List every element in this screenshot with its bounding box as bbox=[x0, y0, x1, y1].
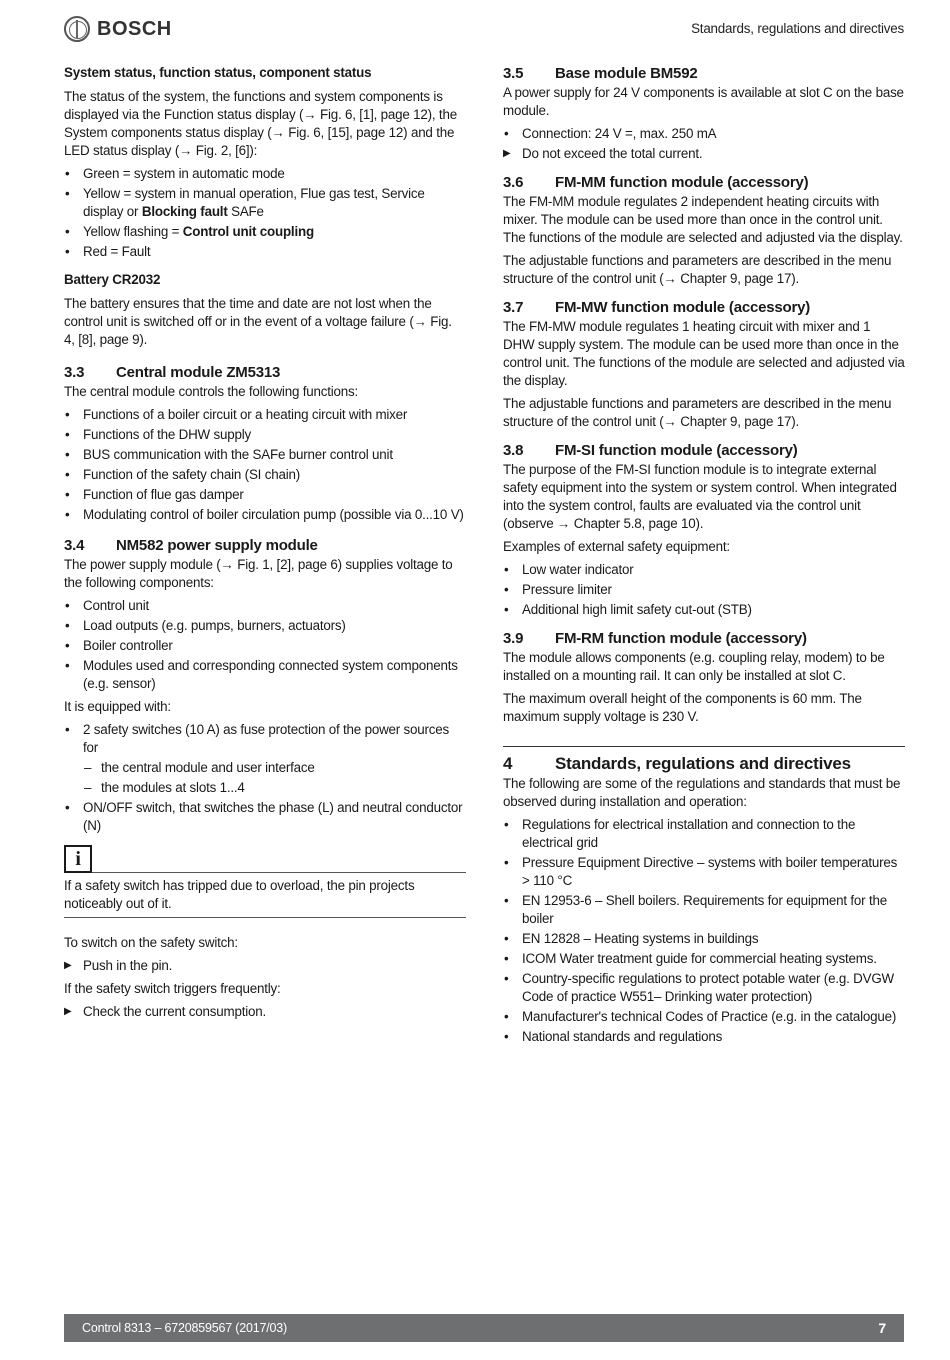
header-title: Standards, regulations and directives bbox=[691, 21, 904, 36]
list-item: • Yellow = system in manual operation, Flue gas test, Service display or Blocking fault SAFe bbox=[64, 185, 466, 221]
list-item: • Functions of a boiler circuit or a heating circuit with mixer bbox=[64, 406, 466, 424]
s36-p2: The adjustable functions and parameters are described in the menu structure of the control unit (→ Chapter 9, page 17). bbox=[503, 253, 892, 286]
list-item: • BUS communication with the SAFe burner control unit bbox=[64, 446, 466, 464]
battery-text: The battery ensures that the time and date are not lost when the control unit is switched off or in the event of a voltage failure (→ Fig. 4, [8], page 9). bbox=[64, 296, 452, 347]
s34-equipment-list bbox=[64, 721, 466, 835]
left-column bbox=[64, 64, 466, 1026]
action-step: ▶ Check the current consumption. bbox=[64, 1003, 466, 1021]
battery-heading: Battery CR2032 bbox=[64, 272, 161, 287]
list-item: • Additional high limit safety cut-out (STB) bbox=[503, 601, 905, 619]
list-item: • Functions of the DHW supply bbox=[64, 426, 466, 444]
s33-list bbox=[64, 406, 466, 524]
s38-p2: Examples of external safety equipment: bbox=[503, 539, 730, 554]
section-heading-3-4: 3.4 NM582 power supply module bbox=[64, 537, 318, 554]
section-heading-3-8: 3.8 FM-SI function module (accessory) bbox=[503, 442, 798, 459]
sub-list-item: – the modules at slots 1...4 bbox=[64, 779, 466, 797]
list-item: • Function of flue gas damper bbox=[64, 486, 466, 504]
bosch-logo bbox=[64, 16, 172, 42]
switch-on-text: To switch on the safety switch: bbox=[64, 935, 238, 950]
s34-intro: The power supply module (→ Fig. 1, [2], page 6) supplies voltage to the following components: bbox=[64, 557, 453, 590]
section-heading-3-3: 3.3 Central module ZM5313 bbox=[64, 364, 281, 381]
s37-p1: The FM-MW module regulates 1 heating circuit with mixer and 1 DHW supply system. The module can be used more than once in the control unit. The functions of the module are selected and adjusted via the display. bbox=[503, 319, 905, 388]
page-footer bbox=[64, 1314, 904, 1342]
brand-name: BOSCH bbox=[97, 18, 172, 40]
s4-list bbox=[503, 816, 905, 1046]
s34-list bbox=[64, 597, 466, 693]
list-item: • Country-specific regulations to protect potable water (e.g. DVGW Code of practice W551– Drinking water protection) bbox=[503, 970, 905, 1006]
frequent-text: If the safety switch triggers frequently: bbox=[64, 981, 281, 996]
section-heading-3-7: 3.7 FM-MW function module (accessory) bbox=[503, 299, 811, 316]
list-item: • Yellow flashing = Control unit coupling bbox=[64, 223, 466, 241]
list-item: • Red = Fault bbox=[64, 243, 466, 261]
list-item: • Boiler controller bbox=[64, 637, 466, 655]
s4-intro: The following are some of the regulations and standards that must be observed during installation and operation: bbox=[503, 776, 901, 809]
list-item: • National standards and regulations bbox=[503, 1028, 905, 1046]
s39-p1: The module allows components (e.g. coupling relay, modem) to be installed on a mounting rail. It can only be installed at slot C. bbox=[503, 650, 885, 683]
footer-doc-id: Control 8313 – 6720859567 (2017/03) bbox=[82, 1321, 287, 1335]
s35-list bbox=[503, 125, 905, 163]
chapter-heading-4: 4 Standards, regulations and directives bbox=[503, 754, 851, 773]
section-heading-3-6: 3.6 FM-MM function module (accessory) bbox=[503, 174, 809, 191]
list-item: • Regulations for electrical installation and connection to the electrical grid bbox=[503, 816, 905, 852]
list-item: • Pressure Equipment Directive – systems with boiler temperatures > 110 °C bbox=[503, 854, 905, 890]
section-heading-3-5: 3.5 Base module BM592 bbox=[503, 65, 698, 82]
action-step: ▶ Do not exceed the total current. bbox=[503, 145, 905, 163]
list-item: • EN 12953-6 – Shell boilers. Requirements for equipment for the boiler bbox=[503, 892, 905, 928]
list-item: • Load outputs (e.g. pumps, burners, actuators) bbox=[64, 617, 466, 635]
status-list bbox=[64, 165, 466, 261]
chapter-divider bbox=[503, 746, 905, 747]
list-item: • Connection: 24 V =, max. 250 mA bbox=[503, 125, 905, 143]
right-column bbox=[503, 64, 905, 1051]
s38-p1: The purpose of the FM-SI function module is to integrate external safety equipment into the system or system control. When integrated into the system control, faults are evaluated via the control unit (observe → Chapter 5.8, page 10). bbox=[503, 462, 897, 531]
list-item: • Modulating control of boiler circulation pump (possible via 0...10 V) bbox=[64, 506, 466, 524]
bosch-armature-icon bbox=[64, 16, 90, 42]
s38-list bbox=[503, 561, 905, 619]
s35-text: A power supply for 24 V components is available at slot C on the base module. bbox=[503, 85, 904, 118]
action-step: ▶ Push in the pin. bbox=[64, 957, 466, 975]
frequent-steps bbox=[64, 1003, 466, 1021]
section-heading-3-9: 3.9 FM-RM function module (accessory) bbox=[503, 630, 807, 647]
status-intro: The status of the system, the functions and system components is displayed via the Function status display (→ Fig. 6, [1], page 12), the System components status display (→ Fig. 6, [15], page 12) and the LED status display (→ Fig. 2, [6]): bbox=[64, 89, 457, 158]
list-item: • Modules used and corresponding connected system components (e.g. sensor) bbox=[64, 657, 466, 693]
list-item: • Control unit bbox=[64, 597, 466, 615]
s36-p1: The FM-MM module regulates 2 independent heating circuits with mixer. The module can be used more than once in the control unit. The functions of the module are selected and adjusted via the display. bbox=[503, 194, 903, 245]
list-item: • Manufacturer's technical Codes of Practice (e.g. in the catalogue) bbox=[503, 1008, 905, 1026]
list-item: • EN 12828 – Heating systems in buildings bbox=[503, 930, 905, 948]
sub-list-item: – the central module and user interface bbox=[64, 759, 466, 777]
s33-intro: The central module controls the following functions: bbox=[64, 384, 359, 399]
list-item: • Function of the safety chain (SI chain) bbox=[64, 466, 466, 484]
list-item: • ON/OFF switch, that switches the phase (L) and neutral conductor (N) bbox=[64, 799, 466, 835]
s34-equipped: It is equipped with: bbox=[64, 699, 171, 714]
page-header bbox=[64, 16, 904, 44]
page-number: 7 bbox=[878, 1320, 886, 1336]
status-heading: System status, function status, component status bbox=[64, 65, 372, 80]
info-icon: i bbox=[64, 845, 92, 873]
s39-p2: The maximum overall height of the components is 60 mm. The maximum supply voltage is 230 V. bbox=[503, 691, 862, 724]
list-item: • Green = system in automatic mode bbox=[64, 165, 466, 183]
switch-on-steps bbox=[64, 957, 466, 975]
s37-p2: The adjustable functions and parameters are described in the menu structure of the control unit (→ Chapter 9, page 17). bbox=[503, 396, 892, 429]
info-note bbox=[64, 843, 466, 918]
info-note-text: If a safety switch has tripped due to overload, the pin projects noticeably out of it. bbox=[64, 873, 466, 918]
list-item: • Pressure limiter bbox=[503, 581, 905, 599]
list-item: • Low water indicator bbox=[503, 561, 905, 579]
list-item: • ICOM Water treatment guide for commercial heating systems. bbox=[503, 950, 905, 968]
list-item: • 2 safety switches (10 A) as fuse protection of the power sources for bbox=[64, 721, 466, 757]
